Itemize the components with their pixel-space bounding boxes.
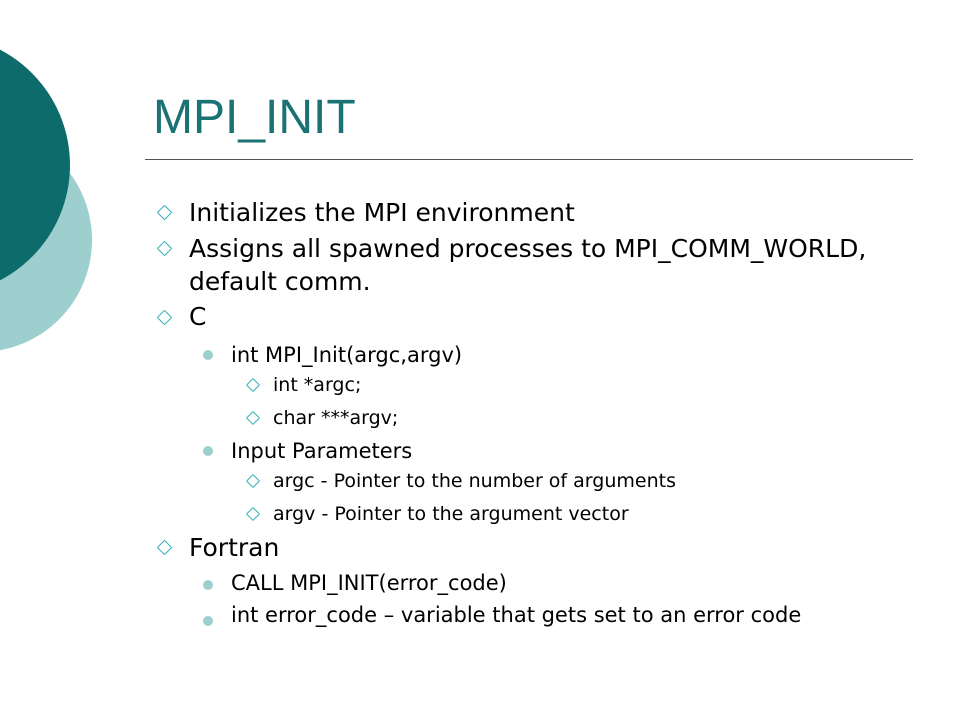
filled-circle-bullet-icon — [203, 350, 213, 360]
bullet-item: argv - Pointer to the argument vector — [273, 503, 629, 525]
hollow-square-bullet-icon — [157, 205, 173, 221]
bullet-item: int error_code – variable that gets set to an error code — [231, 603, 802, 627]
bullet-item: Initializes the MPI environment — [189, 198, 575, 227]
hollow-square-bullet-icon — [246, 411, 260, 425]
bullet-item: Input Parameters — [231, 439, 413, 463]
hollow-square-bullet-icon — [246, 378, 260, 392]
bullet-item: int *argc; — [273, 374, 362, 396]
hollow-square-bullet-icon — [157, 310, 173, 326]
hollow-square-bullet-icon — [246, 507, 260, 521]
hollow-square-bullet-icon — [157, 540, 173, 556]
bullet-item: Assigns all spawned processes to MPI_COMM_WORLD, default comm. — [189, 234, 867, 296]
bullet-item: char ***argv; — [273, 407, 399, 429]
bullet-item: argc - Pointer to the number of arguments — [273, 470, 676, 492]
bullet-item: int MPI_Init(argc,argv) — [231, 343, 463, 367]
light-teal-circle — [0, 128, 92, 352]
filled-circle-bullet-icon — [203, 446, 213, 456]
bullet-item: CALL MPI_INIT(error_code) — [231, 571, 507, 595]
title-divider — [145, 159, 913, 160]
bullet-item: Fortran — [189, 533, 280, 562]
hollow-square-bullet-icon — [246, 474, 260, 488]
filled-circle-bullet-icon — [203, 580, 213, 590]
dark-teal-circle — [0, 35, 70, 295]
filled-circle-bullet-icon — [203, 616, 213, 626]
slide-title: MPI_INIT — [153, 91, 356, 144]
hollow-square-bullet-icon — [157, 241, 173, 257]
bullet-item: C — [189, 302, 207, 331]
